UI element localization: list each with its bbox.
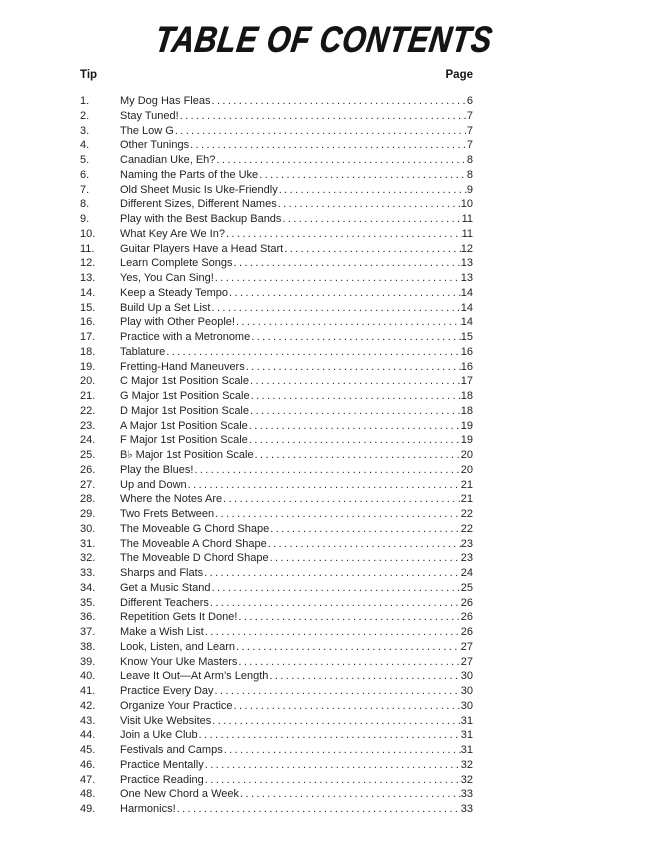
dot-leader (235, 640, 461, 655)
entry-title: One New Chord a Week (120, 788, 240, 801)
toc-row (80, 315, 473, 330)
entry-title: G Major 1st Position Scale (120, 390, 250, 402)
tip-number: 19. (80, 360, 96, 373)
tip-number: 23. (80, 419, 96, 432)
entry-title: Look, Listen, and Learn (120, 640, 235, 653)
toc-row (80, 138, 473, 153)
page-number: 21 (460, 493, 473, 506)
tip-number: 28. (80, 493, 96, 506)
dot-leader (223, 743, 461, 758)
dot-leader (239, 787, 461, 802)
tip-number: 43. (80, 714, 96, 727)
dot-leader (211, 301, 461, 316)
page-number: 13 (460, 272, 473, 284)
dot-leader (209, 596, 461, 611)
page-number: 18 (460, 404, 473, 417)
entry-title: Practice Every Day (120, 685, 214, 697)
toc-row (80, 581, 473, 596)
page-number: 19 (460, 434, 473, 447)
toc-row (80, 699, 473, 714)
tip-number: 13. (80, 272, 96, 284)
page-number: 27 (460, 640, 473, 653)
entry-title: Two Frets Between (120, 508, 215, 520)
dot-leader (254, 448, 461, 463)
entry-title: F Major 1st Position Scale (120, 434, 248, 447)
dot-leader (258, 168, 467, 183)
dot-leader (268, 669, 460, 684)
toc-row (80, 448, 473, 463)
column-headers (80, 68, 473, 83)
dot-leader (198, 728, 461, 743)
page-number: 22 (460, 522, 473, 535)
tip-number: 21. (80, 390, 96, 402)
entry-title: Harmonics! (120, 803, 176, 815)
page-number: 16 (460, 360, 473, 373)
toc-row (80, 478, 473, 493)
page-number: 19 (460, 419, 473, 432)
entry-title: Play with the Best Backup Bands (120, 213, 282, 225)
dot-leader (267, 537, 461, 552)
dot-leader (165, 345, 460, 360)
page-number: 9 (466, 183, 473, 196)
toc-row (80, 669, 473, 684)
toc-row (80, 109, 473, 124)
entry-title: Up and Down (120, 478, 187, 491)
dot-leader (237, 655, 460, 670)
tip-number: 15. (80, 301, 96, 314)
entry-title: My Dog Has Fleas (120, 95, 211, 107)
tip-number: 49. (80, 803, 96, 815)
toc-row (80, 684, 473, 699)
page-number: 27 (460, 655, 473, 668)
toc-row (80, 94, 473, 109)
entry-title: Stay Tuned! (120, 109, 179, 122)
page-number: 26 (460, 611, 473, 624)
tip-number: 40. (80, 670, 96, 683)
tip-number: 44. (80, 729, 96, 742)
page-number: 11 (461, 213, 473, 225)
page-number: 30 (460, 699, 473, 712)
page-number: 21 (460, 478, 473, 491)
page-number: 7 (466, 109, 473, 122)
tip-number: 6. (80, 168, 90, 181)
toc-row (80, 374, 473, 389)
tip-number: 8. (80, 198, 90, 211)
toc-row (80, 360, 473, 375)
tip-number: 25. (80, 449, 96, 461)
tip-number: 36. (80, 611, 96, 624)
tip-number: 7. (80, 183, 90, 196)
entry-title: Keep a Steady Tempo (120, 286, 229, 299)
page-number: 22 (460, 508, 473, 520)
tip-number: 14. (80, 286, 96, 299)
toc-row (80, 714, 473, 729)
dot-leader (237, 610, 460, 625)
page-number: 12 (460, 242, 473, 255)
toc-row (80, 640, 473, 655)
entry-title: Different Teachers (120, 596, 209, 609)
page-number: 16 (460, 345, 473, 358)
page-number: 31 (460, 714, 473, 727)
page-number: 26 (460, 596, 473, 609)
page-title: TABLE OF CONTENTS (152, 19, 496, 60)
tip-number: 37. (80, 626, 96, 638)
tip-column-header: Tip (80, 69, 98, 81)
tip-number: 3. (80, 124, 90, 137)
toc-row (80, 286, 473, 301)
entry-title: Practice with a Metronome (120, 331, 251, 343)
toc-row (80, 271, 473, 286)
page-number: 8 (466, 154, 473, 166)
dot-leader (249, 404, 461, 419)
title-area (0, 20, 648, 60)
dot-leader (179, 109, 467, 124)
entry-title: Fretting-Hand Maneuvers (120, 360, 245, 373)
toc-row (80, 153, 473, 168)
tip-number: 46. (80, 758, 96, 771)
dot-leader (193, 463, 460, 478)
toc-row (80, 242, 473, 257)
page-number: 23 (460, 552, 473, 565)
tip-number: 48. (80, 788, 96, 801)
entry-title: Organize Your Practice (120, 699, 233, 712)
tip-number: 11. (80, 242, 95, 255)
dot-leader (211, 581, 461, 596)
dot-leader (269, 522, 461, 537)
toc-row (80, 728, 473, 743)
entry-title: Repetition Gets It Done! (120, 611, 238, 624)
entry-title: Where the Notes Are (120, 493, 223, 506)
dot-leader (215, 153, 466, 168)
dot-leader (278, 183, 467, 198)
page-number: 6 (466, 95, 473, 107)
tip-number: 24. (80, 434, 96, 447)
entry-title: D Major 1st Position Scale (120, 404, 249, 417)
tip-number: 41. (80, 685, 96, 697)
dot-leader (249, 374, 461, 389)
entry-title: The Moveable D Chord Shape (120, 552, 269, 565)
toc-row (80, 168, 473, 183)
toc-row (80, 758, 473, 773)
toc-row (80, 625, 473, 640)
page-number: 20 (460, 463, 473, 476)
entry-title: Leave It Out—At Arm’s Length (120, 670, 269, 683)
tip-number: 17. (80, 331, 96, 343)
dot-leader (204, 625, 461, 640)
page-number: 30 (460, 685, 473, 697)
tip-number: 1. (80, 95, 90, 107)
toc-row (80, 522, 473, 537)
toc-row (80, 419, 473, 434)
toc-row (80, 610, 473, 625)
page-number: 14 (460, 301, 473, 314)
dot-leader (203, 566, 461, 581)
entry-title: Build Up a Set List (120, 301, 211, 314)
tip-number: 45. (80, 744, 96, 756)
entry-title: Old Sheet Music Is Uke-Friendly (120, 183, 278, 196)
page-number: 33 (460, 788, 473, 801)
dot-leader (214, 684, 461, 699)
page-number: 14 (460, 316, 473, 329)
toc-row (80, 227, 473, 242)
toc-row (80, 256, 473, 271)
dot-leader (250, 389, 461, 404)
dot-leader (248, 419, 461, 434)
tip-number: 4. (80, 139, 90, 152)
page-number: 30 (460, 670, 473, 683)
tip-number: 34. (80, 581, 96, 594)
page-number: 26 (460, 626, 473, 638)
entry-title: Other Tunings (120, 139, 190, 152)
dot-leader (214, 507, 461, 522)
dot-leader (210, 94, 466, 109)
page-number: 25 (460, 581, 473, 594)
tip-number: 31. (80, 537, 96, 550)
dot-leader (222, 492, 461, 507)
dot-leader (174, 124, 467, 139)
dot-leader (248, 433, 461, 448)
dot-leader (228, 286, 461, 301)
dot-leader (233, 699, 461, 714)
tip-number: 18. (80, 345, 96, 358)
toc-row (80, 301, 473, 316)
tip-number: 33. (80, 567, 96, 579)
dot-leader (245, 360, 461, 375)
tip-number: 30. (80, 522, 96, 535)
tip-number: 20. (80, 375, 96, 388)
dot-leader (269, 551, 461, 566)
page-number: 18 (460, 390, 473, 402)
page-number: 31 (460, 729, 473, 742)
page-number: 33 (460, 803, 473, 815)
dot-leader (283, 242, 461, 257)
tip-number: 35. (80, 596, 96, 609)
page-number: 32 (460, 773, 473, 786)
toc-row (80, 787, 473, 802)
tip-number: 47. (80, 773, 96, 786)
toc-row (80, 802, 473, 817)
entry-title: Naming the Parts of the Uke (120, 168, 259, 181)
entry-title: Know Your Uke Masters (120, 655, 238, 668)
page-number: 31 (460, 744, 473, 756)
toc-row (80, 743, 473, 758)
toc-row (80, 389, 473, 404)
dot-leader (250, 330, 461, 345)
toc-row (80, 492, 473, 507)
page-number: 24 (460, 567, 473, 579)
tip-number: 39. (80, 655, 96, 668)
page-number: 23 (460, 537, 473, 550)
toc-row (80, 197, 473, 212)
dot-leader (233, 256, 461, 271)
tip-number: 12. (80, 257, 96, 270)
dot-leader (187, 478, 461, 493)
toc-row (80, 596, 473, 611)
toc-row (80, 566, 473, 581)
dot-leader (211, 714, 460, 729)
page-number: 7 (466, 124, 473, 137)
page-column-header: Page (445, 69, 473, 81)
entry-title: The Low G (120, 124, 174, 137)
toc-row (80, 463, 473, 478)
entry-title: Practice Mentally (120, 758, 204, 771)
entry-title: The Moveable A Chord Shape (120, 537, 267, 550)
dot-leader (189, 138, 467, 153)
page-number: 17 (460, 375, 473, 388)
entry-title: Play with Other People! (120, 316, 235, 329)
tip-number: 32. (80, 552, 96, 565)
page-number: 20 (460, 449, 473, 461)
page-number: 7 (466, 139, 473, 152)
entry-title: Tablature (120, 345, 166, 358)
entry-title: Make a Wish List (120, 626, 204, 638)
tip-number: 5. (80, 154, 90, 166)
tip-number: 26. (80, 463, 96, 476)
page-number: 14 (460, 286, 473, 299)
entry-title: Festivals and Camps (120, 744, 223, 756)
toc-content (80, 68, 473, 817)
dot-leader (204, 758, 461, 773)
toc-row (80, 773, 473, 788)
toc-row (80, 507, 473, 522)
entry-title: What Key Are We In? (120, 227, 225, 240)
dot-leader (214, 271, 461, 286)
tip-number: 22. (80, 404, 96, 417)
entry-title: The Moveable G Chord Shape (120, 522, 270, 535)
page-number: 32 (460, 758, 473, 771)
toc-row (80, 551, 473, 566)
toc-row (80, 404, 473, 419)
entry-title: Practice Reading (120, 773, 204, 786)
entry-title: C Major 1st Position Scale (120, 375, 249, 388)
page-number: 11 (461, 227, 473, 240)
entry-title: Join a Uke Club (120, 729, 198, 742)
entry-title: B♭ Major 1st Position Scale (120, 449, 254, 461)
entry-title: Learn Complete Songs (120, 257, 233, 270)
tip-number: 42. (80, 699, 96, 712)
dot-leader (176, 802, 461, 817)
dot-leader (277, 197, 461, 212)
dot-leader (225, 227, 462, 242)
dot-leader (281, 212, 461, 227)
tip-number: 10. (80, 227, 96, 240)
toc-list (80, 94, 473, 817)
toc-row (80, 433, 473, 448)
tip-number: 2. (80, 109, 90, 122)
entry-title: Canadian Uke, Eh? (120, 154, 216, 166)
toc-row (80, 183, 473, 198)
entry-title: Get a Music Stand (120, 581, 211, 594)
tip-number: 9. (80, 213, 90, 225)
page-number: 13 (460, 257, 473, 270)
dot-leader (204, 773, 461, 788)
page-number: 10 (460, 198, 473, 211)
tip-number: 38. (80, 640, 96, 653)
toc-row (80, 655, 473, 670)
page-number: 8 (466, 168, 473, 181)
dot-leader (235, 315, 461, 330)
entry-title: A Major 1st Position Scale (120, 419, 248, 432)
toc-row (80, 345, 473, 360)
tip-number: 16. (80, 316, 96, 329)
toc-row (80, 124, 473, 139)
entry-title: Yes, You Can Sing! (120, 272, 214, 284)
entry-title: Different Sizes, Different Names (120, 198, 277, 211)
tip-number: 29. (80, 508, 96, 520)
entry-title: Play the Blues! (120, 463, 194, 476)
entry-title: Guitar Players Have a Head Start (120, 242, 284, 255)
toc-row (80, 537, 473, 552)
entry-title: Sharps and Flats (120, 567, 204, 579)
toc-row (80, 330, 473, 345)
entry-title: Visit Uke Websites (120, 714, 212, 727)
page-number: 15 (460, 331, 473, 343)
tip-number: 27. (80, 478, 96, 491)
toc-row (80, 212, 473, 227)
